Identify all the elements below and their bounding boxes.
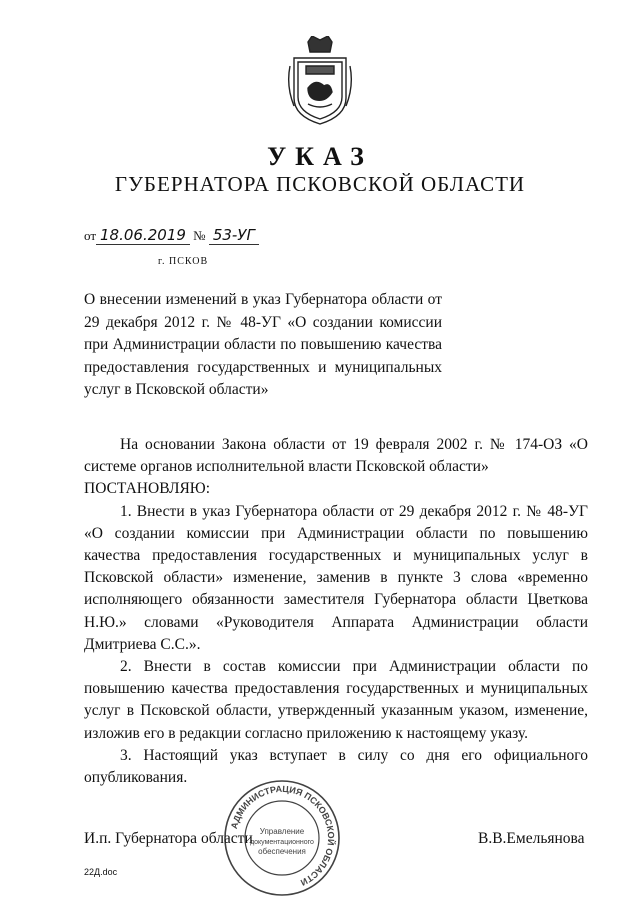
item-3: 3. Настоящий указ вступает в силу со дня его официального опубликования.: [84, 746, 588, 787]
number-label: №: [193, 228, 206, 243]
decree-number: 53-УГ: [209, 226, 259, 245]
signatory-name: В.В.Емельянова: [478, 830, 585, 847]
decree-date: 18.06.2019: [96, 226, 190, 245]
stamp-line-3: обеспечения: [258, 847, 306, 856]
preamble: На основании Закона области от 19 февраля 2002 г. № 174-ОЗ «О системе органов исполнительной власти Псковской области»: [84, 436, 588, 476]
decree-word: ПОСТАНОВЛЯЮ:: [84, 480, 211, 498]
document-title: УКАЗ: [267, 142, 373, 171]
document-subtitle: ГУБЕРНАТОРА ПСКОВСКОЙ ОБЛАСТИ: [114, 172, 526, 196]
stamp-line-1: Управление: [259, 827, 305, 836]
file-name: 22Д.doc: [84, 867, 118, 877]
from-label: от: [84, 228, 97, 243]
stamp-ring-text: АДМИНИСТРАЦИЯ ПСКОВСКОЙ ОБЛАСТИ: [228, 783, 337, 888]
item-1: 1. Внести в указ Губернатора области от 29 декабря 2012 г. № 48-УГ «О создании комиссии при Администрации области по повышению качества предоставления государственных и муниципальных услуг в Псковской области» изменение, заменив в пункте 3 слова «временно исполняющего обязанности заместителя Губернатора области Цветкова Н.Ю.» словами «Руководителя Аппарата Администрации области Дмитриева С.С.».: [84, 502, 588, 653]
official-stamp: [222, 778, 342, 898]
city: г. ПСКОВ: [158, 256, 209, 267]
decree-subject: О внесении изменений в указ Губернатора области от 29 декабря 2012 г. № 48-УГ «О создании комиссии при Администрации области по повышению качества предоставления государственных и муниципальных услуг в Псковской области»: [84, 291, 442, 398]
signatory-position: И.п. Губернатора области: [84, 830, 253, 847]
date-line: [84, 226, 259, 244]
decree-body: [84, 434, 588, 789]
coat-of-arms-icon: [286, 36, 354, 126]
item-2: 2. Внести в состав комиссии при Администрации области по повышению качества предоставления государственных и муниципальных услуг в Псковской области, утвержденный указанным указом, изменение, изложив его в редакции согласно приложению к настоящему указу.: [84, 658, 588, 742]
stamp-line-2: документационного: [250, 839, 314, 846]
